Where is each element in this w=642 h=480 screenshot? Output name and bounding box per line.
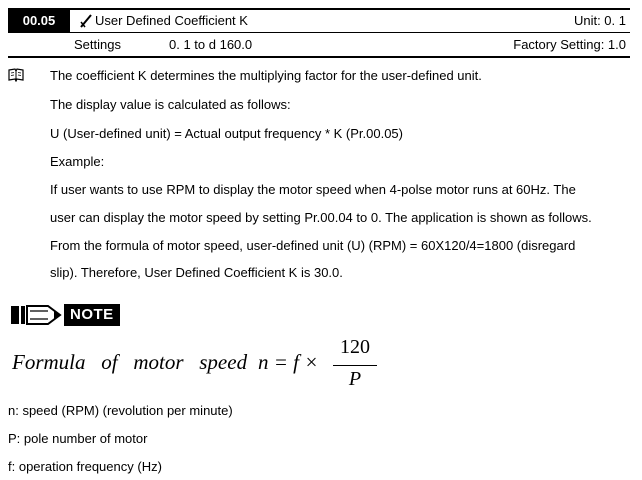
body-line: If user wants to use RPM to display the motor speed when 4-polse motor runs at 60Hz. The — [50, 182, 576, 197]
note-pencil-icon — [10, 303, 62, 327]
body-line: user can display the motor speed by setting Pr.00.04 to 0. The application is shown as follows. — [50, 210, 592, 225]
parameter-header — [8, 8, 630, 58]
body-line: The coefficient K determines the multiplying factor for the user-defined unit. — [50, 68, 482, 83]
definition-line: P: pole number of motor — [8, 431, 148, 446]
body-line: Example: — [50, 154, 105, 169]
parameter-settings-row — [8, 33, 630, 58]
body-line: slip). Therefore, User Defined Coefficient K is 30.0. — [50, 265, 343, 280]
formula-numerator: 120 — [340, 336, 370, 358]
definition-line: n: speed (RPM) (revolution per minute) — [8, 403, 233, 418]
formula-equation: n = f × — [258, 350, 319, 374]
definition-line: f: operation frequency (Hz) — [8, 459, 162, 474]
book-icon — [8, 68, 24, 82]
fraction-bar — [333, 365, 377, 366]
parameter-title-row — [8, 8, 630, 33]
parameter-id: 00.05 — [8, 8, 70, 33]
formula-denominator: P — [348, 368, 362, 390]
parameter-name — [80, 12, 248, 30]
body-line: The display value is calculated as follows: — [50, 97, 291, 112]
settings-range: 0. 1 to d 160.0 — [169, 37, 253, 52]
body-line: U (User-defined unit) = Actual output frequency * K (Pr.00.05) — [50, 126, 403, 141]
motor-speed-formula — [12, 336, 412, 396]
factory-setting: Factory Setting: 1.0 — [513, 37, 626, 52]
writable-mark-icon — [80, 14, 92, 28]
formula-text: Formula of motor speed — [12, 350, 248, 374]
parameter-name-text: User Defined Coefficient K — [95, 13, 248, 28]
note-label: NOTE — [64, 304, 120, 326]
parameter-unit: Unit: 0. 1 — [573, 13, 626, 28]
settings-label: Settings — [74, 37, 121, 52]
body-line: From the formula of motor speed, user-defined unit (U) (RPM) = 60X120/4=1800 (disregard — [50, 238, 576, 253]
